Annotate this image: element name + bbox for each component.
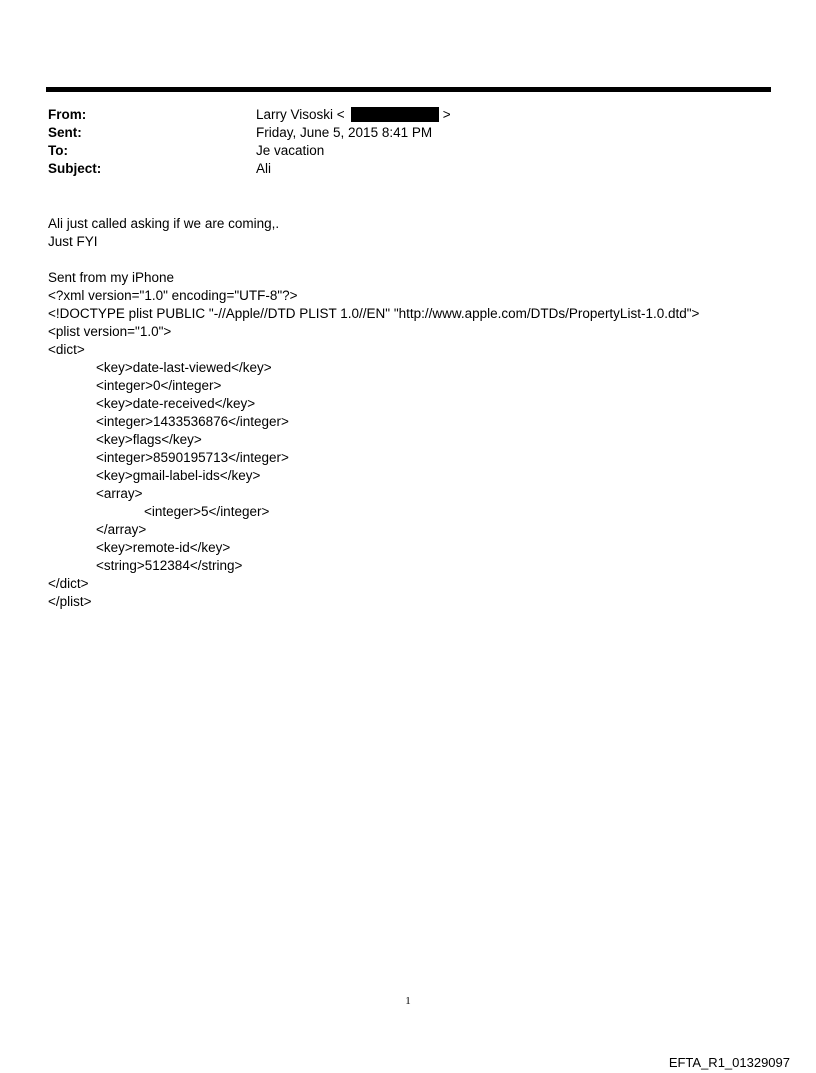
redaction-block bbox=[351, 107, 439, 122]
sent-label: Sent: bbox=[48, 125, 82, 140]
plist-doctype: <!DOCTYPE plist PUBLIC "-//Apple//DTD PLIST 1.0//EN" "http://www.apple.com/DTDs/PropertyList-1.0.dtd"> bbox=[48, 306, 700, 321]
plist-xml-declaration: <?xml version="1.0" encoding="UTF-8"?> bbox=[48, 288, 298, 303]
plist-entry: <key>remote-id</key> bbox=[96, 540, 231, 555]
to-label: To: bbox=[48, 143, 68, 158]
sent-value: Friday, June 5, 2015 8:41 PM bbox=[256, 125, 433, 140]
signature-line: Sent from my iPhone bbox=[48, 270, 175, 285]
plist-entry: <key>gmail-label-ids</key> bbox=[96, 468, 261, 483]
from-label: From: bbox=[48, 107, 87, 122]
message-line: Just FYI bbox=[48, 234, 98, 249]
dict-close-tag: </dict> bbox=[48, 576, 89, 591]
sent-row bbox=[48, 124, 748, 142]
subject-value: Ali bbox=[256, 161, 272, 176]
plist-entry: <key>date-last-viewed</key> bbox=[96, 360, 272, 375]
sender-email-open: < bbox=[336, 107, 345, 122]
email-header bbox=[48, 106, 748, 178]
sender-email-close: > bbox=[442, 107, 451, 122]
document-id: EFTA_R1_01329097 bbox=[668, 1055, 790, 1070]
plist-entry: <key>flags</key> bbox=[96, 432, 202, 447]
plist-entry: <integer>1433536876</integer> bbox=[96, 414, 289, 429]
subject-label: Subject: bbox=[48, 161, 102, 176]
from-value bbox=[256, 106, 748, 124]
subject-row bbox=[48, 160, 748, 178]
page-number: 1 bbox=[405, 995, 411, 1007]
plist-open-tag: <plist version="1.0"> bbox=[48, 324, 172, 339]
message-line: Ali just called asking if we are coming,. bbox=[48, 216, 280, 231]
from-row bbox=[48, 106, 748, 124]
to-row bbox=[48, 142, 748, 160]
plist-array-item: <integer>5</integer> bbox=[144, 504, 270, 519]
plist-entry: <string>512384</string> bbox=[96, 558, 243, 573]
spacer bbox=[48, 251, 788, 269]
to-value: Je vacation bbox=[256, 143, 325, 158]
plist-entry: <integer>8590195713</integer> bbox=[96, 450, 289, 465]
dict-open-tag: <dict> bbox=[48, 342, 85, 357]
plist-entry: <key>date-received</key> bbox=[96, 396, 256, 411]
plist-entry: <integer>0</integer> bbox=[96, 378, 222, 393]
header-divider bbox=[46, 87, 771, 92]
sender-name: Larry Visoski bbox=[256, 107, 334, 122]
email-body bbox=[48, 215, 788, 611]
plist-entry: <array> bbox=[96, 486, 143, 501]
plist-entry: </array> bbox=[96, 522, 147, 537]
plist-close-tag: </plist> bbox=[48, 594, 92, 609]
